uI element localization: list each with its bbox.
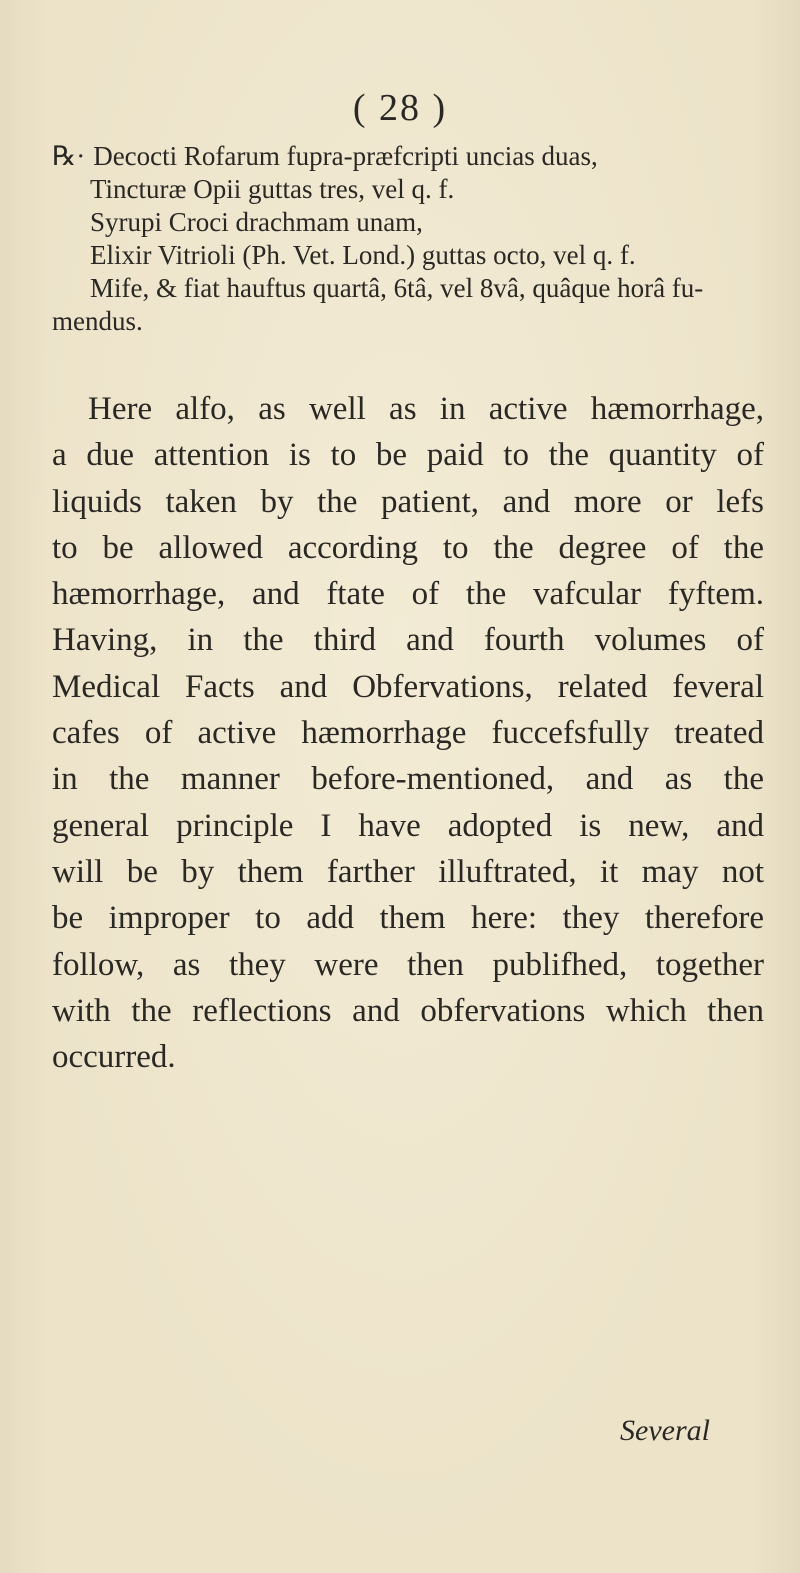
prescription-line-text: Decocti Rofarum fupra-præfcripti uncias duas, xyxy=(93,141,598,171)
recipe-symbol: ℞· xyxy=(52,141,86,171)
paragraph-line: liquids taken by the patient, and more or lefs xyxy=(52,483,764,520)
paragraph-line: a due attention is to be paid to the quantity of xyxy=(52,437,764,474)
prescription-block xyxy=(52,140,772,338)
paragraph-line: cafes of active hæmorrhage fuccefsfully treated xyxy=(52,715,764,752)
paragraph-line: general principle I have adopted is new, and xyxy=(52,807,764,844)
paragraph-line: Medical Facts and Obfervations, related feveral xyxy=(52,668,764,705)
paragraph-line: with the reflections and obfervations which then xyxy=(52,992,764,1029)
paragraph-line: Having, in the third and fourth volumes of xyxy=(52,622,764,659)
prescription-line: Mife, & fiat hauftus quartâ, 6tâ, vel 8vâ, quâque horâ fu- xyxy=(90,273,704,303)
paragraph-line: follow, as they were then publifhed, together xyxy=(52,946,764,983)
paragraph-line: Here alfo, as well as in active hæmorrhage, xyxy=(88,391,764,427)
paragraph-line: be improper to add them here: they therefore xyxy=(52,900,764,937)
prescription-line: Syrupi Croci drachmam unam, xyxy=(90,207,423,237)
prescription-line: Tincturæ Opii guttas tres, vel q. f. xyxy=(90,174,455,204)
body-paragraph xyxy=(52,386,764,1080)
page-number: ( 28 ) xyxy=(352,87,448,129)
prescription-line xyxy=(52,140,772,173)
paragraph-line: to be allowed according to the degree of the xyxy=(52,529,764,566)
prescription-line: mendus. xyxy=(52,306,143,336)
paragraph-line: will be by them farther illuftrated, it may not xyxy=(52,853,764,890)
paragraph-line: in the manner before-mentioned, and as the xyxy=(52,761,764,798)
catchword: Several xyxy=(620,1414,710,1447)
prescription-line: Elixir Vitrioli (Ph. Vet. Lond.) guttas octo, vel q. f. xyxy=(90,240,636,270)
paragraph-line: occurred. xyxy=(52,1039,176,1076)
paragraph-line: hæmorrhage, and ftate of the vafcular fyftem. xyxy=(52,576,764,613)
